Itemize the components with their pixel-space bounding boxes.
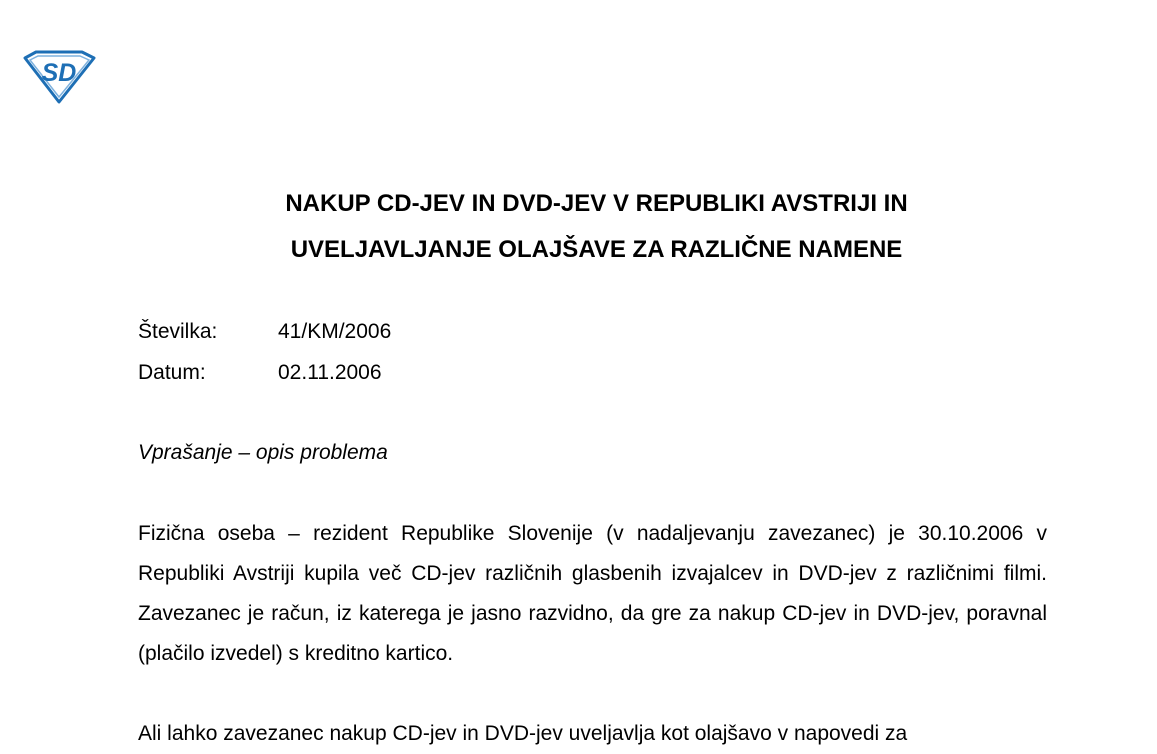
sd-shield-logo-icon: [22, 50, 96, 104]
date-label: Datum:: [138, 361, 206, 384]
document-meta: [138, 317, 391, 399]
number-value: 41/KM/2006: [278, 320, 392, 343]
section-heading: Vprašanje – opis problema: [138, 441, 388, 464]
document-title: [0, 181, 1157, 273]
title-line-1: NAKUP CD-JEV IN DVD-JEV V REPUBLIKI AVSTRIJI IN: [285, 190, 908, 217]
number-label: Številka:: [138, 320, 218, 343]
paragraph-1: Fizična oseba – rezident Republike Slovenije (v nadaljevanju zavezanec) je 30.10.2006 v Republiki Avstriji kupila več CD-jev različnih glasbenih izvajalcev in DVD-jev z različnimi filmi. Zavezanec je račun, iz katerega je jasno razvidno, da gre za nakup CD-jev in DVD-jev, poravnal (plačilo izvedel) s kreditno kartico.: [138, 522, 1047, 665]
logo-lettering: SD: [41, 59, 77, 87]
meta-row-number: [138, 317, 391, 358]
title-line-2: UVELJAVLJANJE OLAJŠAVE ZA RAZLIČNE NAMENE: [290, 236, 903, 263]
date-value: 02.11.2006: [278, 361, 382, 384]
logo: [22, 50, 96, 104]
paragraph-2: Ali lahko zavezanec nakup CD-jev in DVD-jev uveljavlja kot olajšavo v napovedi za: [138, 722, 908, 745]
meta-row-date: [138, 358, 391, 399]
